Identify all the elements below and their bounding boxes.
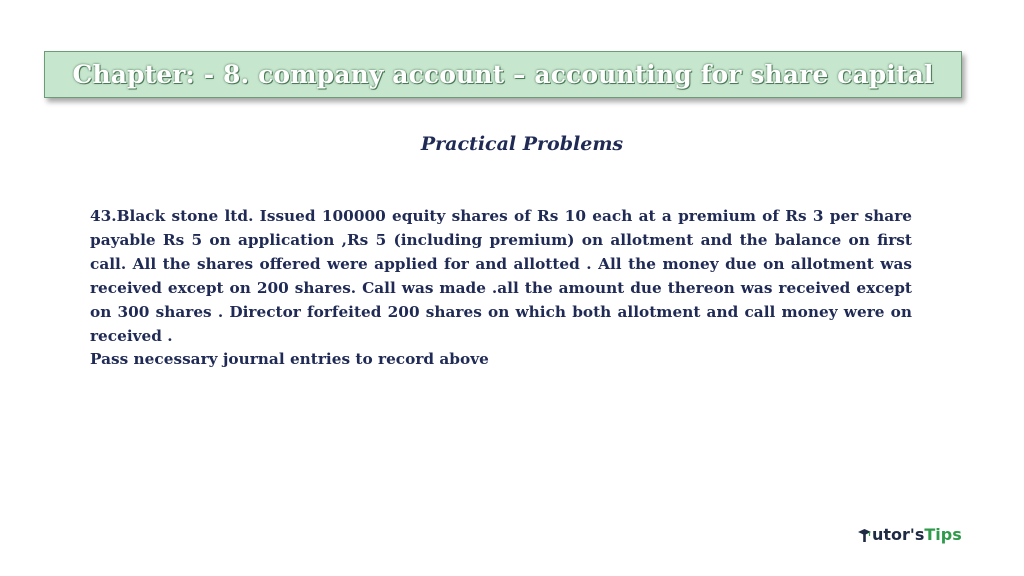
problem-statement: 43.Black stone ltd. Issued 100000 equity shares of Rs 10 each at a premium of Rs 3 per share payable Rs 5 on application ,Rs 5 (including premium) on allotment and the balance on first call. All the shares offered were applied for and allotted . All the money due on allotment was received except on 200 shares. Call was made .all the amount due thereon was received except on 300 shares . Director forfeited 200 shares on which both allotment and call money were on received . (90, 207, 912, 345)
problem-instruction: Pass necessary journal entries to record above (90, 350, 489, 368)
tutors-tips-logo (858, 525, 962, 544)
chapter-title: Chapter: - 8. company account – accounting for share capital (72, 60, 934, 89)
section-subtitle: Practical Problems (420, 133, 624, 155)
chapter-title-bar (44, 51, 962, 98)
logo-text-accent: Tips (924, 525, 962, 544)
logo-text-primary: utor's (872, 525, 925, 544)
graduation-cap-icon (858, 528, 871, 542)
